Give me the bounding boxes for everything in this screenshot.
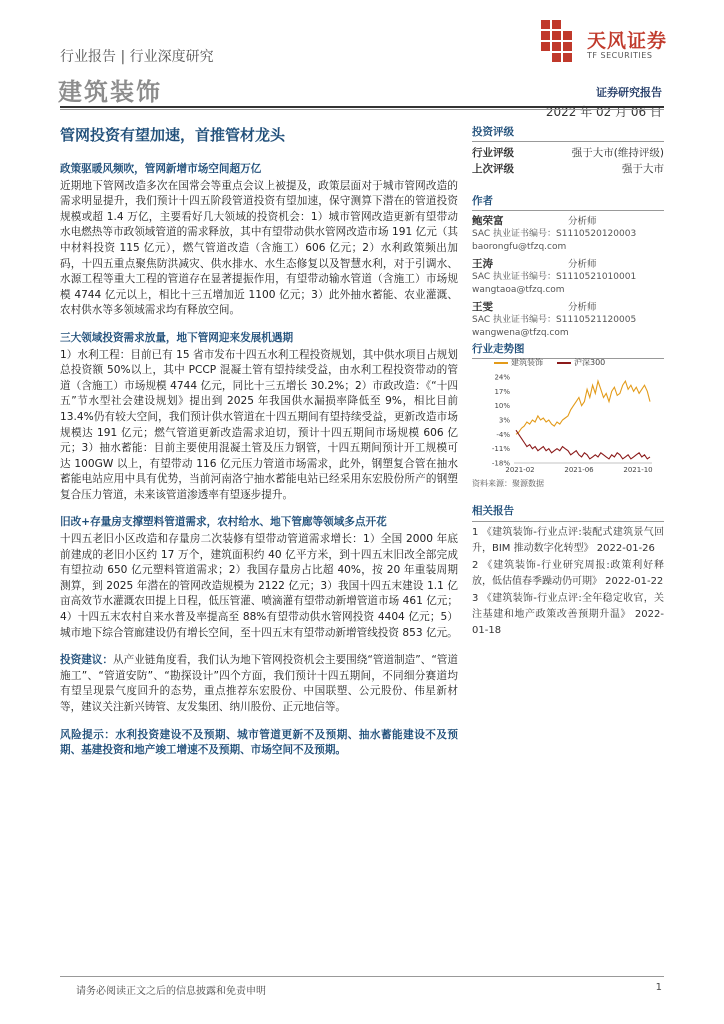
- section-body: 十四五老旧小区改造和存量房二次装修有望带动管道需求增长：1）全国 2000 年底前建成的老旧小区约 17 万个，建筑面积约 40 亿平方米，到十四五末旧改全部完成有望拉动 650 亿元塑料管道需求；2）我国存量房占比超 40%，按 20 年重装周期测算，到 2025 年潜在的管网改造规模为 2122 亿元；3）我国十四五末建设 1.1 亿亩高效节水灌溉农田提上日程，低压管灌、喷滴灌有望带动新增管道市场 461 亿元；4）十四五末农村自来水普及率提高至 88%有望带动供水管网投资 4404 亿元；5）城市地下综合管廊建设仍有增长空间，至十四五末有望带动新增管线投资 853 亿元。: [60, 533, 458, 639]
- sector-title: 建筑装饰: [58, 78, 162, 106]
- author-role: 分析师: [568, 259, 597, 270]
- author-email[interactable]: baorongfu@tfzq.com: [472, 242, 567, 252]
- chart-svg: [472, 341, 664, 477]
- risk-warning: [60, 728, 458, 759]
- footer-rule: [60, 976, 664, 977]
- x-tick-label: 2021-10: [623, 466, 653, 474]
- logo-cn-text: 天风证券: [587, 30, 668, 52]
- sidebar: [472, 124, 664, 340]
- report-type: 行业报告 | 行业深度研究: [60, 49, 214, 65]
- report-headline: 管网投资有望加速，首推管材龙头: [60, 126, 286, 144]
- author-name: 王涛: [472, 258, 493, 270]
- company-logo: [535, 18, 675, 74]
- risk-label: 风险提示：: [60, 728, 116, 741]
- logo-icon: [535, 18, 583, 70]
- industry-trend-chart: [472, 341, 664, 491]
- main-content: [60, 162, 458, 771]
- author-email[interactable]: wangtaoa@tfzq.com: [472, 285, 565, 295]
- author-name: 王雯: [472, 301, 493, 313]
- author-name: 鲍荣富: [472, 215, 504, 227]
- author-license: SAC 执业证书编号：S1110521120005: [472, 315, 637, 325]
- header-rule: [60, 106, 664, 108]
- author-3: [472, 301, 664, 340]
- section-body: 1）水利工程：目前已有 15 省市发布十四五水利工程投资规划，其中供水项目占规划总投资额 50%以上，其中 PCCP 混凝土管有望持续受益，由水利工程投资带动的管道（含施工）市场规模 4744 亿元，同比十三五增长 30.2%；2）市政改造：《“十四五”节水型社会建设规划》提出到 2025 年我国供水漏损率降低至 9%，相比目前 13.4%仍有较大空间，我们预计供水管道在十四五期间有望持续受益，更新改造市场规模达 191 亿元；燃气管道更新改造需求迫切，预计十四五期间市场规模 606 亿元；3）抽水蓄能：目前主要使用混凝土管及压力钢管，十四五期间预计开工规模可达 100GW 以上，有望带动 116 亿元压力管道市场需求，此外，钢塑复合管在抽水蓄能电站应用中具有优势，当前河南洛宁抽水蓄能电站已经采用东宏股份所产的钢塑复合压力管道，未来该管道渗透率有望逐步提升。: [60, 348, 458, 501]
- rating-key: 上次评级: [472, 163, 514, 175]
- section-1: [60, 162, 458, 319]
- authors-title: 作者: [472, 193, 664, 211]
- y-tick-label: 3%: [498, 416, 510, 425]
- author-2: [472, 258, 664, 297]
- related-list: [472, 525, 664, 639]
- rating-value: 强于大市(维持评级): [571, 147, 664, 159]
- y-tick-label: 10%: [494, 402, 510, 411]
- section-title: 政策驱暖风频吹，管网新增市场空间超万亿: [60, 163, 262, 175]
- suggestion-body: 从产业链角度看，我们认为地下管网投资机会主要围绕“管道制造”、“管道施工”、“管道安防”、“勘探设计”四个方面，我们预计十四五期间，不同细分赛道均有望呈现景气度回升的态势，重点推荐东宏股份、中国联塑、公元股份、伟星新材等，建议关注新兴铸管、友发集团、纳川股份、正元地信等。: [60, 654, 459, 713]
- investment-suggestion: [60, 653, 458, 715]
- legend-label: 建筑装饰: [511, 358, 543, 367]
- series-line-1: [516, 381, 650, 434]
- y-tick-label: 24%: [494, 373, 510, 382]
- related-item[interactable]: 3 《建筑装饰-行业点评:全年稳定收官，关注基建和地产政策改善预期升温》 2022-01-18: [472, 593, 664, 636]
- y-tick-label: 17%: [494, 387, 510, 396]
- rating-key: 行业评级: [472, 147, 514, 159]
- rating-row-industry: [472, 145, 664, 161]
- suggestion-label: 投资建议：: [60, 654, 113, 667]
- report-date: 2022 年 02 月 06 日: [545, 105, 662, 119]
- risk-body: 水利投资建设不及预期、城市管道更新不及预期、抽水蓄能建设不及预期、基建投资和地产竣工增速不及预期、市场空间不及预期。: [60, 728, 458, 757]
- author-role: 分析师: [568, 302, 597, 313]
- header-rule-thin: [60, 109, 664, 110]
- series-line-2: [516, 430, 650, 459]
- rating-row-previous: [472, 161, 664, 177]
- rating-title: 投资评级: [472, 124, 664, 142]
- author-email[interactable]: wangwena@tfzq.com: [472, 328, 569, 338]
- y-tick-label: -4%: [496, 430, 510, 439]
- author-license: SAC 执业证书编号：S1110521010001: [472, 272, 637, 282]
- y-tick-label: -11%: [491, 445, 510, 454]
- x-tick-label: 2021-06: [564, 466, 594, 474]
- section-title: 旧改+存量房支撑塑料管道需求，农村给水、地下管廊等领域多点开花: [60, 516, 387, 529]
- section-3: [60, 515, 458, 641]
- rating-value: 强于大市: [622, 163, 664, 175]
- page-number: 1: [655, 982, 662, 993]
- related-reports: [472, 503, 664, 640]
- related-item[interactable]: 1 《建筑装饰-行业点评:装配式建筑景气回升，BIM 推动数字化转型》 2022-01-26: [472, 527, 664, 554]
- x-tick-label: 2021-02: [505, 466, 535, 474]
- section-2: [60, 331, 458, 504]
- footer-disclaimer: 请务必阅读正文之后的信息披露和免责申明: [76, 986, 266, 997]
- author-license: SAC 执业证书编号：S1110520120003: [472, 229, 637, 239]
- y-tick-label: -18%: [491, 459, 510, 468]
- report-label: 证券研究报告: [596, 86, 662, 99]
- author-role: 分析师: [568, 216, 597, 227]
- related-item[interactable]: 2 《建筑装饰-行业研究周报:政策利好释放，低估值春季躁动仍可期》 2022-01-22: [472, 560, 664, 587]
- chart-title: 行业走势图: [472, 341, 664, 359]
- related-title: 相关报告: [472, 503, 664, 522]
- section-body: 近期地下管网改造多次在国常会等重点会议上被提及，政策层面对于城市管网改造的需求明显提升，我们预计十四五阶段管道投资有望加速，保守测算下潜在的管道投资规模或超 1.4 万亿，主要看好几大领域的投资机会：1）城市管网改造更新有望带动水电燃热等市政领域管道的需求释放，其中有望带动供水管网改造市场 191 亿元（其中材料投资 115 亿元），燃气管道改造（含施工）606 亿元；2）水利政策频出加码，十四五重点聚焦防洪减灾、供水排水、水生态修复以及智慧水利，对于引调水、水源工程等重大工程的管道存在显著提振作用，有望带动输水管道（含施工）市场规模 4744 亿元以上，相比十三五增加近 1100 亿元；3）此外抽水蓄能、农业灌溉、农村供水等多领域需求均有释放空间。: [60, 179, 458, 317]
- chart-source: 资料来源：聚源数据: [472, 479, 544, 488]
- logo-en-text: TF SECURITIES: [587, 51, 653, 60]
- author-1: [472, 215, 664, 254]
- section-title: 三大领域投资需求放量，地下管网迎来发展机遇期: [60, 331, 294, 344]
- legend-label: 沪深300: [574, 358, 606, 367]
